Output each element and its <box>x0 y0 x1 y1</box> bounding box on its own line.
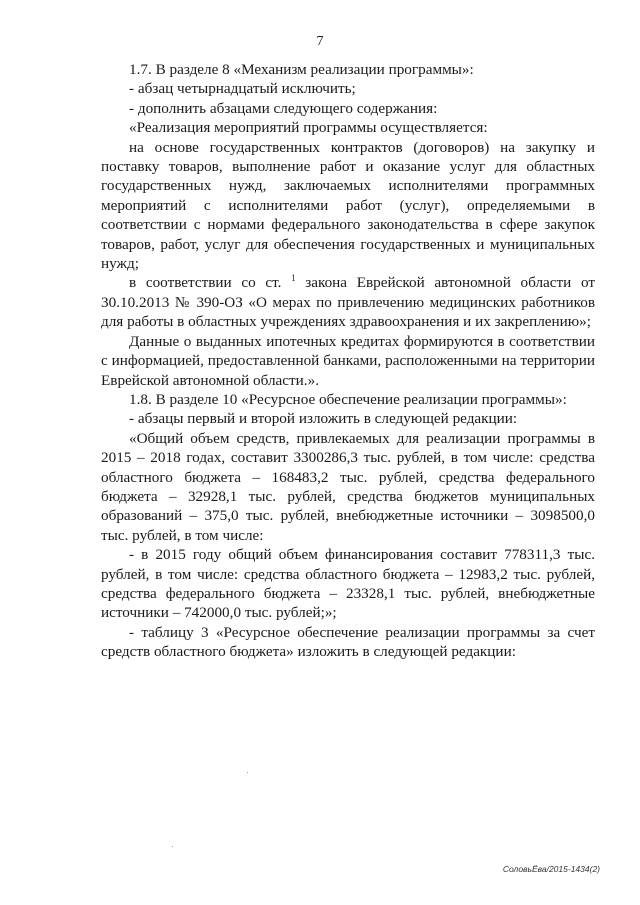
paragraph-table-3: - таблицу 3 «Ресурсное обеспечение реализации программы за счет средств областного бюджета» изложить в следующей редакции: <box>101 623 595 661</box>
paragraph-regional-law <box>101 273 595 331</box>
paragraph-add-paragraphs: - дополнить абзацами следующего содержания: <box>129 99 438 117</box>
article-superscript: 1 <box>291 273 296 284</box>
law-text-before: в соответствии со ст. <box>129 274 292 292</box>
page-number: 7 <box>316 34 324 49</box>
law-text-after: закона Еврейской автономной области от 30.10.2013 № 390-ОЗ «О мерах по привлечению медицинских работников для работы в областных учреждениях здравоохранения и их закреплению»; <box>101 274 595 331</box>
paragraph-2015-funding: - в 2015 году общий объем финансирования составит 778311,3 тыс. рублей, в том числе: средства областного бюджета – 12983,2 тыс. рублей, средства федерального бюджета – 23328,1 тыс. рублей, внебюджетные источники – 742000,0 тыс. рублей;»; <box>101 546 595 622</box>
paragraph-state-contracts: на основе государственных контрактов (договоров) на закупку и поставку товаров, выполнение работ и оказание услуг для областных государственных нужд, заключаемых исполнителями программных мероприятий с исполнителями работ (услуг), определяемыми в соответствии с нормами федерального законодательства в сфере закупок товаров, работ, услуг для обеспечения государственных и муниципальных нужд; <box>101 138 595 273</box>
paragraph-total-funding: «Общий объем средств, привлекаемых для реализации программы в 2015 – 2018 годах, составит 3300286,3 тыс. рублей, в том числе: средства областного бюджета – 168483,2 тыс. рублей, средства федерального бюджета – 32928,1 тыс. рублей, средства бюджетов муниципальных образований – 375,0 тыс. рублей, внебюджетные источники – 3098500,0 тыс. рублей, в том числе: <box>101 429 595 544</box>
paragraph-first-second-amend: - абзацы первый и второй изложить в следующей редакции: <box>129 410 518 428</box>
document-code: СоловьЁва/2015-1434(2) <box>502 864 600 874</box>
paragraph-mortgage-data: Данные о выданных ипотечных кредитах формируются в соответствии с информацией, предоставленной банками, расположенными на территории Еврейской автономной области.». <box>101 332 595 389</box>
scan-speck <box>247 772 248 773</box>
document-body <box>101 60 595 662</box>
paragraph-1-7-heading: 1.7. В разделе 8 «Механизм реализации программы»: <box>129 61 474 78</box>
paragraph-1-8-heading: 1.8. В разделе 10 «Ресурсное обеспечение реализации программы»: <box>129 390 567 408</box>
paragraph-delete-fourteenth: - абзац четырнадцатый исключить; <box>129 80 356 98</box>
scan-speck <box>172 846 173 847</box>
paragraph-implementation-intro: «Реализация мероприятий программы осуществляется: <box>129 119 488 137</box>
